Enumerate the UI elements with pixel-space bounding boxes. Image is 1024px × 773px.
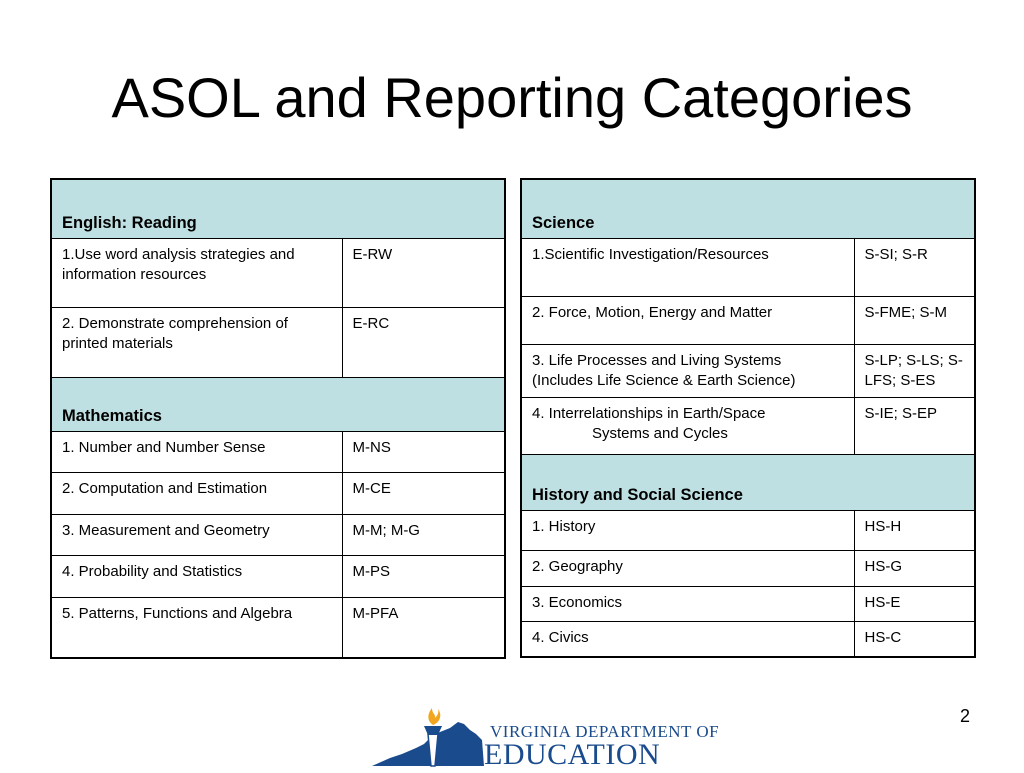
- code-cell: E-RW: [342, 238, 505, 307]
- table-row: [51, 307, 505, 377]
- category-cell: 3. Economics: [521, 586, 854, 621]
- category-cell: 2. Geography: [521, 550, 854, 586]
- category-line: 4. Interrelationships in Earth/Space: [532, 404, 766, 422]
- table-row: [521, 344, 975, 397]
- category-cell: 5. Patterns, Functions and Algebra: [51, 597, 342, 658]
- category-cell: [521, 397, 854, 454]
- category-cell: 2. Force, Motion, Energy and Matter: [521, 296, 854, 344]
- code-cell: E-RC: [342, 307, 505, 377]
- logo-text-line2: EDUCATION: [484, 738, 661, 771]
- code-cell: HS-G: [854, 550, 975, 586]
- table-row: [521, 550, 975, 586]
- code-cell: S-SI; S-R: [854, 238, 975, 296]
- table-row: [521, 586, 975, 621]
- category-cell: 2. Demonstrate comprehension of printed materials: [51, 307, 342, 377]
- table-row: [51, 431, 505, 472]
- page-number: 2: [959, 706, 970, 726]
- section-heading-science: Science: [521, 179, 975, 238]
- code-cell: HS-C: [854, 621, 975, 657]
- code-cell: M-M; M-G: [342, 514, 505, 555]
- table-row: [521, 296, 975, 344]
- section-heading-english-reading: English: Reading: [51, 179, 505, 238]
- table-row: [521, 397, 975, 454]
- code-cell: S-LP; S-LS; S-LFS; S-ES: [854, 344, 975, 397]
- code-cell: M-NS: [342, 431, 505, 472]
- code-cell: HS-H: [854, 510, 975, 550]
- table-row: [521, 621, 975, 657]
- english-math-table: [50, 178, 506, 659]
- table-row: [521, 238, 975, 296]
- virginia-torch-logo-icon: [372, 704, 484, 768]
- code-cell: S-FME; S-M: [854, 296, 975, 344]
- category-line-indented: Systems and Cycles: [592, 424, 728, 442]
- table-row: [51, 238, 505, 307]
- category-cell: 2. Computation and Estimation: [51, 472, 342, 514]
- table-row: [51, 514, 505, 555]
- category-cell: 1. Number and Number Sense: [51, 431, 342, 472]
- table-row: [521, 510, 975, 550]
- category-cell: 3. Measurement and Geometry: [51, 514, 342, 555]
- category-cell: 3. Life Processes and Living Systems (Includes Life Science & Earth Science): [521, 344, 854, 397]
- table-row: [51, 555, 505, 597]
- slide-title: ASOL and Reporting Categories: [111, 66, 913, 129]
- category-cell: 4. Probability and Statistics: [51, 555, 342, 597]
- vdoe-logo: [372, 704, 720, 771]
- logo-text-line1: VIRGINIA DEPARTMENT OF: [490, 722, 720, 741]
- table-row: [51, 597, 505, 658]
- category-cell: 4. Civics: [521, 621, 854, 657]
- code-cell: HS-E: [854, 586, 975, 621]
- science-history-table: [520, 178, 976, 658]
- category-cell: 1. History: [521, 510, 854, 550]
- section-heading-mathematics: Mathematics: [51, 377, 505, 431]
- section-heading-history-social-science: History and Social Science: [521, 454, 975, 510]
- code-cell: M-PFA: [342, 597, 505, 658]
- code-cell: M-CE: [342, 472, 505, 514]
- table-row: [51, 472, 505, 514]
- code-cell: M-PS: [342, 555, 505, 597]
- code-cell: S-IE; S-EP: [854, 397, 975, 454]
- category-cell: 1.Use word analysis strategies and information resources: [51, 238, 342, 307]
- category-cell: 1.Scientific Investigation/Resources: [521, 238, 854, 296]
